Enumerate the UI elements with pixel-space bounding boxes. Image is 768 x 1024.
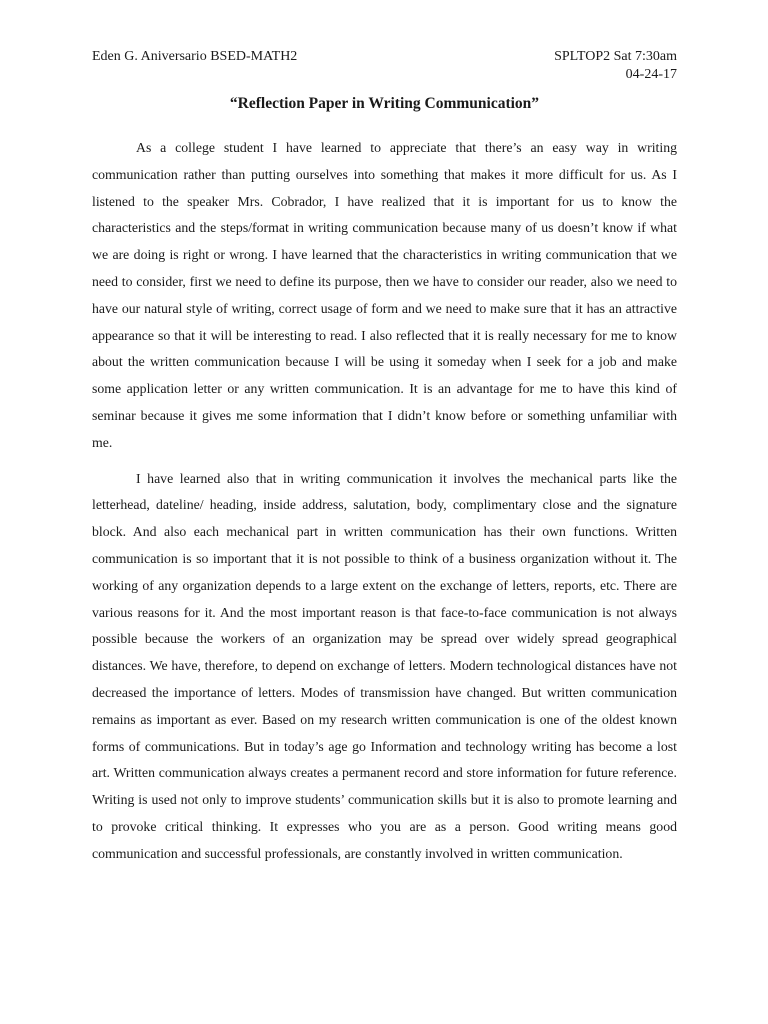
- document-title: “Reflection Paper in Writing Communication”: [229, 95, 540, 112]
- document-body: [92, 135, 677, 868]
- course-line: SPLTOP2 Sat 7:30am: [554, 49, 677, 64]
- course-info: [554, 48, 677, 84]
- author-line: Eden G. Aniversario BSED-MATH2: [92, 49, 298, 64]
- date-line: 04-24-17: [625, 67, 677, 82]
- paragraph-2: I have learned also that in writing communication it involves the mechanical parts like the letterhead, dateline/ heading, inside address, salutation, body, complimentary close and the signature block. And also each mechanical part in written communication has their own functions. Written communication is so important that it is not possible to think of a business organization without it. The working of any organization depends to a large extent on the exchange of letters, reports, etc. There are various reasons for it. And the most important reason is that face-to-face communication is not always possible because the workers of an organization may be spread over widely spread geographical distances. We have, therefore, to depend on exchange of letters. Modern technological distances have not decreased the importance of letters. Modes of transmission have changed. But written communication remains as important as ever. Based on my research written communication is one of the oldest known forms of communications. But in today’s age go Information and technology writing has become a lost art. Written communication always creates a permanent record and store information for future reference. Writing is used not only to improve students’ communication skills but it is also to promote learning and to provoke critical thinking. It expresses who you are as a person. Good writing means good communication and successful professionals, are constantly involved in written communication.: [92, 470, 677, 861]
- paragraph-1: As a college student I have learned to appreciate that there’s an easy way in writing communication rather than putting ourselves into something that makes it more difficult for us. As I listened to the speaker Mrs. Cobrador, I have realized that it is important for us to know the characteristics and the steps/format in writing communication because many of us doesn’t know if what we are doing is right or wrong. I have learned that the characteristics in writing communication that we need to consider, first we need to define its purpose, then we have to consider our reader, also we need to have our natural style of writing, correct usage of form and we need to make sure that it has an attractive appearance so that it will be interesting to read. I also reflected that it is really necessary for me to know about the written communication because I will be using it someday when I seek for a job and make some application letter or any written communication. It is an advantage for me to have this kind of seminar because it gives me some information that I didn’t know before or something unfamiliar with me.: [92, 140, 677, 450]
